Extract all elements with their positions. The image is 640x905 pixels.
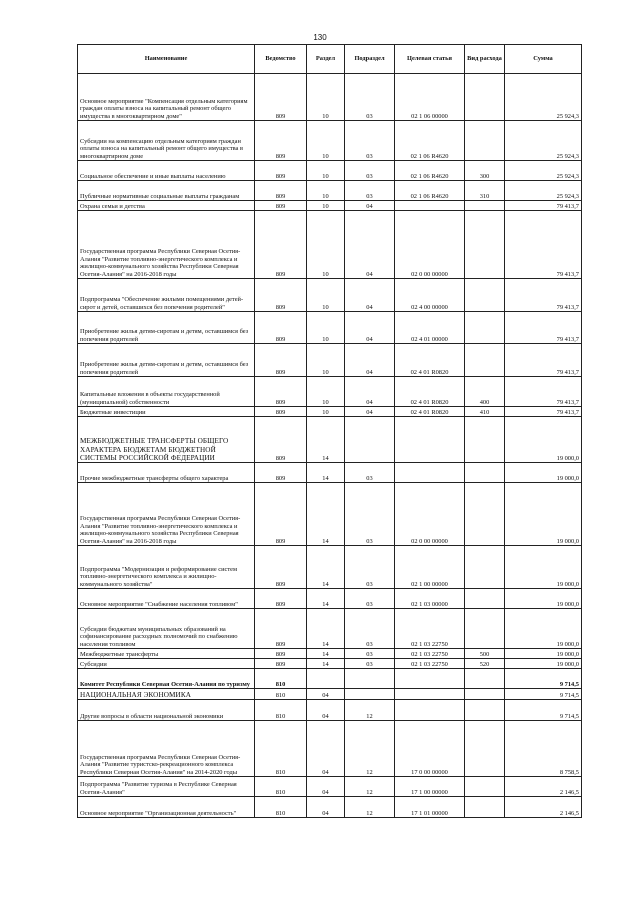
cell-expense-type: 520	[465, 659, 505, 669]
cell-section: 10	[307, 312, 345, 344]
cell-department: 809	[255, 463, 307, 483]
cell-target-article: 02 1 03 22750	[395, 659, 465, 669]
cell-expense-type	[465, 201, 505, 211]
cell-sum: 79 413,7	[505, 201, 582, 211]
cell-target-article: 02 0 00 00000	[395, 483, 465, 546]
cell-target-article: 02 1 00 00000	[395, 546, 465, 589]
cell-expense-type	[465, 609, 505, 649]
cell-expense-type	[465, 483, 505, 546]
cell-subsection	[345, 689, 395, 700]
cell-department: 809	[255, 181, 307, 201]
cell-name: Капитальные вложения в объекты государственной (муниципальной) собственности	[78, 377, 255, 407]
cell-sum: 9 714,5	[505, 669, 582, 689]
cell-name: Государственная программа Республики Северная Осетия-Алания "Развитие туристско-рекреационного комплекса Республики Северная Осетия-Алания" на 2014-2020 годы	[78, 721, 255, 777]
table-header-row	[78, 45, 582, 74]
cell-sum: 19 000,0	[505, 609, 582, 649]
table-row	[78, 344, 582, 377]
cell-name: Субсидии бюджетам муниципальных образований на софинансирование расходных полномочий по снабжению населения топливом	[78, 609, 255, 649]
cell-sum: 79 413,7	[505, 377, 582, 407]
cell-department: 809	[255, 609, 307, 649]
cell-department: 809	[255, 312, 307, 344]
table-row	[78, 609, 582, 649]
cell-subsection	[345, 669, 395, 689]
cell-sum: 9 714,5	[505, 689, 582, 700]
cell-section: 14	[307, 417, 345, 463]
table-row	[78, 546, 582, 589]
cell-expense-type: 500	[465, 649, 505, 659]
cell-department: 809	[255, 659, 307, 669]
cell-target-article: 02 4 01 R0820	[395, 407, 465, 417]
cell-target-article	[395, 689, 465, 700]
cell-subsection: 03	[345, 74, 395, 121]
cell-expense-type	[465, 797, 505, 818]
cell-section: 14	[307, 546, 345, 589]
cell-sum: 9 714,5	[505, 700, 582, 721]
header-section: Раздел	[307, 45, 345, 74]
cell-department: 809	[255, 649, 307, 659]
cell-subsection: 12	[345, 797, 395, 818]
cell-target-article: 02 1 06 R4620	[395, 121, 465, 161]
cell-department: 809	[255, 201, 307, 211]
cell-section: 10	[307, 201, 345, 211]
cell-subsection: 03	[345, 463, 395, 483]
cell-name: Комитет Республики Северная Осетия-Алания по туризму	[78, 669, 255, 689]
cell-sum: 79 413,7	[505, 407, 582, 417]
cell-name: Приобретение жилья детям-сиротам и детям, оставшимся без попечения родителей	[78, 312, 255, 344]
cell-target-article: 02 1 03 22750	[395, 649, 465, 659]
cell-subsection: 04	[345, 377, 395, 407]
cell-sum: 25 924,3	[505, 181, 582, 201]
cell-name: Прочие межбюджетные трансферты общего характера	[78, 463, 255, 483]
cell-subsection: 04	[345, 279, 395, 312]
cell-subsection: 04	[345, 211, 395, 279]
header-target-article: Целевая статья	[395, 45, 465, 74]
cell-department: 810	[255, 777, 307, 797]
table-row	[78, 417, 582, 463]
table-body	[78, 74, 582, 818]
cell-expense-type	[465, 279, 505, 312]
cell-sum: 19 000,0	[505, 659, 582, 669]
cell-sum: 25 924,3	[505, 74, 582, 121]
cell-sum: 2 146,5	[505, 777, 582, 797]
cell-section: 14	[307, 589, 345, 609]
cell-target-article: 02 1 06 00000	[395, 74, 465, 121]
cell-subsection: 03	[345, 659, 395, 669]
cell-department: 809	[255, 546, 307, 589]
cell-name: Подпрограмма "Модернизация и реформирование систем топливно-энергетического комплекса и жилищно-коммунального хозяйства"	[78, 546, 255, 589]
header-sum: Сумма	[505, 45, 582, 74]
cell-name: Подпрограмма "Обеспечение жилыми помещениями детей-сирот и детей, оставшихся без попечения родителей"	[78, 279, 255, 312]
cell-name: МЕЖБЮДЖЕТНЫЕ ТРАНСФЕРТЫ ОБЩЕГО ХАРАКТЕРА БЮДЖЕТАМ БЮДЖЕТНОЙ СИСТЕМЫ РОССИЙСКОЙ ФЕДЕРАЦИИ	[78, 417, 255, 463]
header-department: Ведомство	[255, 45, 307, 74]
cell-subsection: 03	[345, 546, 395, 589]
table-row	[78, 211, 582, 279]
cell-sum: 19 000,0	[505, 417, 582, 463]
cell-subsection: 04	[345, 344, 395, 377]
table-row	[78, 483, 582, 546]
budget-table	[77, 44, 582, 818]
page-number: 130	[313, 33, 327, 42]
cell-name: Основное мероприятие "Компенсация отдельным категориям граждан оплаты взноса на капитальный ремонт общего имущества в многоквартирном доме"	[78, 74, 255, 121]
cell-expense-type: 310	[465, 181, 505, 201]
cell-department: 809	[255, 344, 307, 377]
table-row	[78, 181, 582, 201]
cell-target-article: 02 4 01 00000	[395, 312, 465, 344]
table-row	[78, 649, 582, 659]
cell-target-article: 02 4 00 00000	[395, 279, 465, 312]
cell-target-article: 17 1 01 00000	[395, 797, 465, 818]
cell-expense-type	[465, 312, 505, 344]
cell-subsection: 03	[345, 609, 395, 649]
cell-expense-type: 410	[465, 407, 505, 417]
cell-department: 810	[255, 721, 307, 777]
cell-subsection: 12	[345, 700, 395, 721]
cell-subsection: 12	[345, 721, 395, 777]
cell-subsection: 04	[345, 312, 395, 344]
cell-department: 810	[255, 700, 307, 721]
cell-expense-type	[465, 700, 505, 721]
table-row	[78, 589, 582, 609]
cell-name: Охрана семьи и детства	[78, 201, 255, 211]
cell-section: 10	[307, 181, 345, 201]
table-row	[78, 377, 582, 407]
cell-name: Публичные нормативные социальные выплаты гражданам	[78, 181, 255, 201]
table-row	[78, 201, 582, 211]
cell-section: 14	[307, 463, 345, 483]
cell-subsection: 03	[345, 161, 395, 181]
cell-section: 04	[307, 797, 345, 818]
cell-expense-type: 400	[465, 377, 505, 407]
cell-expense-type	[465, 721, 505, 777]
cell-section: 10	[307, 161, 345, 181]
table-row	[78, 777, 582, 797]
cell-department: 809	[255, 121, 307, 161]
table-row	[78, 797, 582, 818]
cell-target-article: 02 4 01 R0820	[395, 344, 465, 377]
cell-section: 04	[307, 700, 345, 721]
cell-target-article	[395, 669, 465, 689]
cell-name: Приобретение жилья детям-сиротам и детям, оставшимся без попечения родителей	[78, 344, 255, 377]
cell-expense-type	[465, 211, 505, 279]
cell-department: 810	[255, 689, 307, 700]
cell-name: Другие вопросы в области национальной экономики	[78, 700, 255, 721]
cell-department: 809	[255, 417, 307, 463]
cell-sum: 25 924,3	[505, 121, 582, 161]
cell-name: НАЦИОНАЛЬНАЯ ЭКОНОМИКА	[78, 689, 255, 700]
cell-sum: 79 413,7	[505, 211, 582, 279]
cell-department: 809	[255, 74, 307, 121]
header-expense-type: Вид расхода	[465, 45, 505, 74]
cell-name: Основное мероприятие "Организационная деятельность"	[78, 797, 255, 818]
cell-department: 810	[255, 669, 307, 689]
cell-name: Субсидии на компенсацию отдельным категориям граждан оплаты взноса на капитальный ремонт общего имущества в многоквартирном доме	[78, 121, 255, 161]
cell-name: Социальное обеспечение и иные выплаты населению	[78, 161, 255, 181]
cell-target-article	[395, 463, 465, 483]
cell-sum: 19 000,0	[505, 483, 582, 546]
cell-target-article: 02 1 06 R4620	[395, 161, 465, 181]
cell-section: 04	[307, 721, 345, 777]
cell-subsection: 03	[345, 649, 395, 659]
cell-department: 809	[255, 161, 307, 181]
cell-section: 10	[307, 121, 345, 161]
cell-name: Субсидии	[78, 659, 255, 669]
cell-target-article	[395, 201, 465, 211]
cell-sum: 79 413,7	[505, 312, 582, 344]
cell-target-article	[395, 417, 465, 463]
header-subsection: Подраздел	[345, 45, 395, 74]
cell-department: 809	[255, 407, 307, 417]
cell-section: 10	[307, 344, 345, 377]
table-row	[78, 121, 582, 161]
cell-section: 04	[307, 777, 345, 797]
header-name: Наименование	[78, 45, 255, 74]
cell-expense-type	[465, 417, 505, 463]
table-row	[78, 407, 582, 417]
cell-name: Подпрограмма "Развитие туризма в Республике Северная Осетия-Алания"	[78, 777, 255, 797]
cell-sum: 19 000,0	[505, 463, 582, 483]
cell-section: 10	[307, 407, 345, 417]
cell-name: Бюджетные инвестиции	[78, 407, 255, 417]
cell-target-article: 02 0 00 00000	[395, 211, 465, 279]
table-row	[78, 700, 582, 721]
cell-target-article: 02 1 06 R4620	[395, 181, 465, 201]
cell-expense-type	[465, 589, 505, 609]
cell-section	[307, 669, 345, 689]
cell-sum: 2 146,5	[505, 797, 582, 818]
cell-department: 809	[255, 483, 307, 546]
cell-expense-type	[465, 344, 505, 377]
cell-department: 809	[255, 377, 307, 407]
table-row	[78, 669, 582, 689]
table-row	[78, 721, 582, 777]
cell-target-article: 17 0 00 00000	[395, 721, 465, 777]
cell-subsection	[345, 417, 395, 463]
cell-expense-type	[465, 689, 505, 700]
cell-target-article	[395, 700, 465, 721]
cell-subsection: 03	[345, 181, 395, 201]
table-row	[78, 279, 582, 312]
cell-expense-type	[465, 74, 505, 121]
cell-target-article: 02 1 03 00000	[395, 589, 465, 609]
cell-section: 10	[307, 279, 345, 312]
cell-target-article: 17 1 00 00000	[395, 777, 465, 797]
table-row	[78, 312, 582, 344]
table-row	[78, 689, 582, 700]
cell-section: 10	[307, 211, 345, 279]
cell-sum: 79 413,7	[505, 279, 582, 312]
cell-expense-type: 300	[465, 161, 505, 181]
cell-sum: 19 000,0	[505, 546, 582, 589]
cell-sum: 79 413,7	[505, 344, 582, 377]
cell-name: Государственная программа Республики Северная Осетия-Алания "Развитие топливно-энергетического комплекса и жилищно-коммунального хозяйства Республики Северная Осетия-Алания" на 2016-2018 годы	[78, 483, 255, 546]
cell-name: Государственная программа Республики Северная Осетия-Алания "Развитие топливно-энергетического комплекса и жилищно-коммунального хозяйства Республики Северная Осетия-Алания" на 2016-2018 годы	[78, 211, 255, 279]
cell-section: 04	[307, 689, 345, 700]
cell-section: 10	[307, 74, 345, 121]
cell-subsection: 04	[345, 407, 395, 417]
table-row	[78, 463, 582, 483]
table-row	[78, 659, 582, 669]
cell-section: 14	[307, 609, 345, 649]
cell-expense-type	[465, 121, 505, 161]
cell-section: 14	[307, 483, 345, 546]
cell-expense-type	[465, 669, 505, 689]
cell-department: 809	[255, 279, 307, 312]
cell-section: 14	[307, 659, 345, 669]
table-row	[78, 74, 582, 121]
cell-subsection: 03	[345, 483, 395, 546]
cell-section: 14	[307, 649, 345, 659]
cell-subsection: 12	[345, 777, 395, 797]
cell-expense-type	[465, 463, 505, 483]
cell-sum: 19 000,0	[505, 589, 582, 609]
cell-department: 810	[255, 797, 307, 818]
cell-sum: 25 924,3	[505, 161, 582, 181]
cell-expense-type	[465, 546, 505, 589]
cell-subsection: 03	[345, 121, 395, 161]
cell-section: 10	[307, 377, 345, 407]
cell-name: Межбюджетные трансферты	[78, 649, 255, 659]
cell-department: 809	[255, 211, 307, 279]
cell-department: 809	[255, 589, 307, 609]
cell-target-article: 02 1 03 22750	[395, 609, 465, 649]
cell-target-article: 02 4 01 R0820	[395, 377, 465, 407]
cell-subsection: 04	[345, 201, 395, 211]
cell-expense-type	[465, 777, 505, 797]
cell-sum: 8 758,5	[505, 721, 582, 777]
cell-subsection: 03	[345, 589, 395, 609]
cell-name: Основное мероприятие "Снабжение населения топливом"	[78, 589, 255, 609]
cell-sum: 19 000,0	[505, 649, 582, 659]
table-row	[78, 161, 582, 181]
